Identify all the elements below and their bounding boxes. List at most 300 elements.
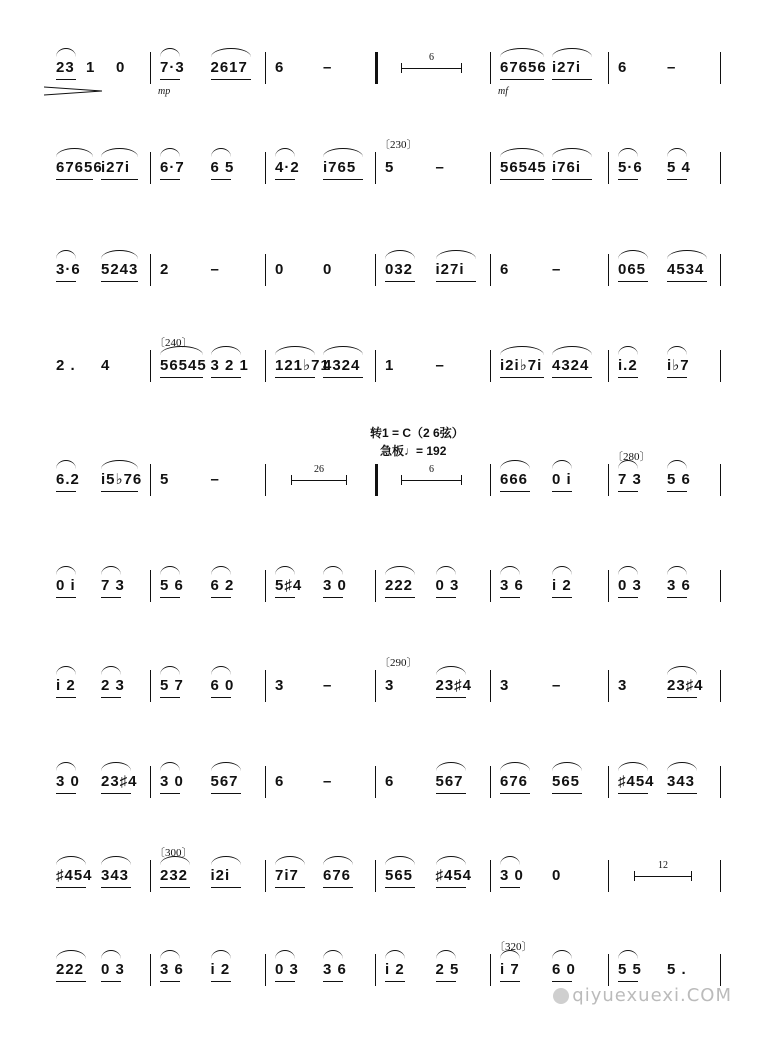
note-group: 5 5 — [618, 961, 642, 978]
barline — [265, 766, 266, 798]
note-group: i765 — [323, 159, 357, 176]
beam-underline — [56, 179, 93, 180]
barline — [720, 464, 721, 496]
barline — [265, 954, 266, 986]
multi-measure-rest — [401, 464, 462, 484]
note-group: – — [667, 59, 677, 76]
note-group: 1 — [385, 357, 395, 374]
beam-underline — [160, 887, 190, 888]
barline — [265, 670, 266, 702]
note-group: 065 — [618, 261, 647, 278]
note-group: 676 — [500, 773, 529, 790]
beam-underline — [618, 281, 648, 282]
barline — [720, 254, 721, 286]
rest-end — [634, 871, 635, 881]
beam-underline — [500, 597, 520, 598]
note-group: 0 3 — [618, 577, 642, 594]
note-group: i 2 — [56, 677, 76, 694]
note-group: 56545 — [160, 357, 207, 374]
rest-line — [634, 876, 692, 877]
note-group: 567 — [210, 773, 239, 790]
note-group: 666 — [500, 471, 529, 488]
note-group: 3 0 — [56, 773, 80, 790]
note-group: – — [323, 773, 333, 790]
beam-underline — [618, 981, 638, 982]
barline — [265, 52, 266, 84]
slur — [160, 48, 180, 57]
note-group: 23♯4 — [101, 773, 138, 790]
note-group: 3 — [275, 677, 285, 694]
rest-end — [291, 475, 292, 485]
beam-underline — [56, 793, 76, 794]
barline — [608, 670, 609, 702]
note-group: 3 — [385, 677, 395, 694]
note-group: 0 3 — [435, 577, 460, 594]
note-group: 0 — [323, 261, 333, 278]
barline — [490, 350, 491, 382]
rest-end — [401, 63, 402, 73]
beam-underline — [101, 981, 121, 982]
barline — [150, 860, 151, 892]
beam-underline — [160, 597, 180, 598]
barline — [150, 954, 151, 986]
slur — [211, 566, 231, 575]
beam-underline — [160, 79, 180, 80]
note-group: 4324 — [323, 357, 361, 374]
rehearsal-mark: 〔300〕 — [154, 847, 193, 859]
barline — [490, 670, 491, 702]
beam-underline — [385, 597, 415, 598]
rest-end — [401, 475, 402, 485]
slur — [436, 666, 466, 675]
barline — [608, 464, 609, 496]
note-group: ♯454 — [56, 867, 93, 884]
beam-underline — [160, 981, 180, 982]
barline — [150, 152, 151, 184]
slur — [211, 346, 241, 355]
barline — [490, 464, 491, 496]
note-group: 0 i — [552, 471, 572, 488]
rest-count: 12 — [658, 860, 668, 871]
rest-count: 6 — [429, 52, 434, 63]
note-group: 0 — [116, 59, 126, 76]
note-group: 222 — [385, 577, 414, 594]
system-2 — [0, 139, 760, 262]
note-group: i 2 — [385, 961, 405, 978]
barline — [375, 350, 376, 382]
note-group: i27i — [101, 159, 131, 176]
beam-underline — [211, 697, 231, 698]
beam-underline — [211, 179, 231, 180]
watermark — [553, 985, 732, 1006]
barline — [720, 52, 721, 84]
barline — [608, 860, 609, 892]
note-group: 5 — [160, 471, 170, 488]
beam-underline — [275, 887, 305, 888]
note-group: 343 — [101, 867, 130, 884]
note-group: 0 — [275, 261, 285, 278]
rest-end — [461, 63, 462, 73]
beam-underline — [275, 377, 315, 378]
note-group: 6 0 — [210, 677, 235, 694]
note-group: 4·2 — [275, 159, 300, 176]
rest-line — [401, 480, 462, 481]
multi-measure-rest — [291, 464, 347, 484]
barline — [490, 254, 491, 286]
note-group: 67656 — [56, 159, 103, 176]
note-group: i2i — [210, 867, 231, 884]
note-group: 5♯4 — [275, 577, 303, 594]
beam-underline — [436, 981, 456, 982]
beam-underline — [160, 179, 180, 180]
note-group: 565 — [552, 773, 581, 790]
slur — [500, 460, 530, 469]
barline — [265, 152, 266, 184]
note-group: 5 . — [667, 961, 687, 978]
beam-underline — [101, 491, 138, 492]
note-group: – — [210, 471, 220, 488]
note-group: 7 3 — [101, 577, 125, 594]
decrescendo-hairpin — [44, 86, 104, 96]
beam-underline — [385, 281, 415, 282]
note-group: i5♭76 — [101, 471, 143, 488]
note-group: – — [552, 677, 562, 694]
beam-underline — [667, 377, 687, 378]
barline — [375, 152, 376, 184]
beam-underline — [618, 793, 648, 794]
beam-underline — [500, 887, 520, 888]
note-group: 2 5 — [435, 961, 460, 978]
note-group: 23 — [56, 59, 75, 76]
beam-underline — [275, 179, 295, 180]
note-group: i 2 — [552, 577, 572, 594]
note-group: 3 0 — [500, 867, 524, 884]
beam-underline — [385, 887, 415, 888]
note-group: 3 0 — [323, 577, 347, 594]
slur — [211, 762, 241, 771]
beam-underline — [667, 281, 707, 282]
rehearsal-mark: 〔320〕 — [494, 941, 533, 953]
barline — [150, 464, 151, 496]
note-group: 676 — [323, 867, 352, 884]
barline — [720, 860, 721, 892]
barline — [265, 860, 266, 892]
slur — [500, 48, 544, 57]
barline — [265, 350, 266, 382]
beam-underline — [211, 981, 231, 982]
beam-underline — [552, 597, 572, 598]
slur — [211, 48, 251, 57]
barline — [490, 570, 491, 602]
beam-underline — [552, 79, 592, 80]
note-group: 3·6 — [56, 261, 81, 278]
barline — [265, 570, 266, 602]
note-group: i.2 — [618, 357, 638, 374]
note-group: 1 — [86, 59, 96, 76]
barline — [150, 254, 151, 286]
beam-underline — [56, 887, 86, 888]
note-group: i 7 — [500, 961, 520, 978]
beam-underline — [552, 491, 572, 492]
slur — [436, 856, 466, 865]
beam-underline — [56, 79, 76, 80]
note-group: i76i — [552, 159, 582, 176]
slur — [552, 48, 592, 57]
note-group: 23♯4 — [667, 677, 704, 694]
barline — [150, 52, 151, 84]
beam-underline — [552, 981, 572, 982]
slur — [552, 460, 572, 469]
beam-underline — [160, 793, 180, 794]
beam-underline — [667, 597, 687, 598]
note-group: 5 4 — [667, 159, 691, 176]
rest-line — [291, 480, 347, 481]
barline — [720, 152, 721, 184]
note-group: i27i — [552, 59, 582, 76]
note-group: 5 6 — [160, 577, 184, 594]
beam-underline — [618, 377, 638, 378]
note-group: i♭7 — [667, 357, 690, 374]
note-group: 0 3 — [275, 961, 299, 978]
tempo-text: 急板♩= 192 — [380, 444, 447, 458]
beam-underline — [56, 491, 76, 492]
beam-underline — [56, 281, 76, 282]
beam-underline — [101, 281, 138, 282]
note-group: 6 — [618, 59, 628, 76]
barline — [608, 350, 609, 382]
rest-count: 6 — [429, 464, 434, 475]
beam-underline — [101, 887, 131, 888]
barline — [375, 954, 376, 986]
barline — [375, 52, 378, 84]
beam-underline — [436, 887, 466, 888]
barline — [608, 52, 609, 84]
barline — [490, 860, 491, 892]
barline — [608, 254, 609, 286]
note-group: 5243 — [101, 261, 139, 278]
barline — [150, 670, 151, 702]
barline — [265, 464, 266, 496]
beam-underline — [275, 981, 295, 982]
note-group: 6·7 — [160, 159, 185, 176]
slur — [211, 666, 231, 675]
note-group: 5·6 — [618, 159, 643, 176]
note-group: 23♯4 — [435, 677, 473, 694]
note-group: 6 — [275, 773, 285, 790]
beam-underline — [436, 697, 466, 698]
note-group: 3 0 — [160, 773, 184, 790]
note-group: 2 — [160, 261, 170, 278]
system-3 — [0, 254, 760, 364]
slur — [101, 460, 138, 469]
note-group: 5 6 — [667, 471, 691, 488]
barline — [490, 766, 491, 798]
barline — [375, 254, 376, 286]
note-group: i 2 — [210, 961, 231, 978]
note-group: 2617 — [210, 59, 248, 76]
note-group: 7i7 — [275, 867, 299, 884]
rehearsal-mark: 〔240〕 — [154, 337, 193, 349]
note-group: 121♭71 — [275, 357, 330, 374]
note-group: 3 — [618, 677, 628, 694]
slur — [56, 460, 76, 469]
beam-underline — [500, 179, 544, 180]
note-group: 3 6 — [667, 577, 691, 594]
beam-underline — [323, 179, 363, 180]
rehearsal-mark: 〔290〕 — [379, 657, 418, 669]
slur — [436, 762, 466, 771]
note-group: 56545 — [500, 159, 547, 176]
beam-underline — [385, 981, 405, 982]
beam-underline — [500, 79, 544, 80]
beam-underline — [101, 597, 121, 598]
beam-underline — [500, 377, 544, 378]
note-group: 0 — [552, 867, 562, 884]
beam-underline — [323, 377, 363, 378]
note-group: 7·3 — [160, 59, 185, 76]
watermark-text: qiyuexuexi.COM — [572, 985, 732, 1006]
barline — [150, 570, 151, 602]
dynamic-marking: mf — [498, 86, 508, 97]
barline — [150, 766, 151, 798]
note-group: 6 2 — [210, 577, 235, 594]
note-group: 222 — [56, 961, 85, 978]
slur — [211, 950, 231, 959]
note-group: 6 — [500, 261, 510, 278]
barline — [375, 570, 376, 602]
slur — [667, 460, 687, 469]
beam-underline — [211, 887, 241, 888]
note-group: – — [435, 159, 445, 176]
rest-line — [401, 68, 462, 69]
note-group: 5 7 — [160, 677, 184, 694]
rest-end — [461, 475, 462, 485]
note-group: 0 i — [56, 577, 76, 594]
beam-underline — [323, 887, 353, 888]
barline — [490, 152, 491, 184]
note-group: ♯454 — [435, 867, 473, 884]
note-group: 6.2 — [56, 471, 80, 488]
note-group: 5 — [385, 159, 395, 176]
note-group: 567 — [435, 773, 464, 790]
note-group: – — [210, 261, 220, 278]
multi-measure-rest — [401, 52, 462, 72]
beam-underline — [552, 377, 592, 378]
note-group: 032 — [385, 261, 414, 278]
beam-underline — [101, 697, 121, 698]
multi-measure-rest — [634, 860, 692, 880]
beam-underline — [101, 179, 138, 180]
beam-underline — [500, 793, 530, 794]
beam-underline — [323, 981, 343, 982]
note-group: 7 3 — [618, 471, 642, 488]
rest-count: 26 — [314, 464, 324, 475]
note-group: 3 6 — [160, 961, 184, 978]
barline — [375, 464, 378, 496]
note-group: 0 3 — [101, 961, 125, 978]
beam-underline — [618, 491, 638, 492]
note-group: i27i — [435, 261, 465, 278]
beam-underline — [552, 179, 592, 180]
beam-underline — [618, 179, 638, 180]
beam-underline — [552, 793, 582, 794]
note-group: – — [552, 261, 562, 278]
note-group: 3 — [500, 677, 510, 694]
barline — [720, 350, 721, 382]
beam-underline — [436, 793, 466, 794]
barline — [150, 350, 151, 382]
beam-underline — [56, 981, 86, 982]
beam-underline — [667, 697, 697, 698]
beam-underline — [436, 281, 476, 282]
note-group: 2 . — [56, 357, 76, 374]
barline — [720, 766, 721, 798]
beam-underline — [436, 597, 456, 598]
barline — [608, 570, 609, 602]
slur — [436, 950, 456, 959]
note-group: 4 — [101, 357, 111, 374]
note-group: – — [435, 357, 445, 374]
beam-underline — [667, 793, 697, 794]
key-change-text: 转1 = C（2 6弦） — [370, 426, 464, 440]
beam-underline — [56, 597, 76, 598]
system-10 — [0, 941, 760, 1064]
note-group: 343 — [667, 773, 696, 790]
slur — [211, 148, 231, 157]
beam-underline — [211, 793, 241, 794]
rest-end — [346, 475, 347, 485]
beam-underline — [500, 491, 530, 492]
beam-underline — [275, 597, 295, 598]
beam-underline — [211, 377, 241, 378]
note-group: 6 5 — [210, 159, 235, 176]
watermark-logo-icon — [553, 988, 569, 1004]
barline — [375, 670, 376, 702]
beam-underline — [56, 697, 76, 698]
barline — [720, 670, 721, 702]
note-group: 232 — [160, 867, 189, 884]
beam-underline — [160, 377, 203, 378]
note-group: i2i♭7i — [500, 357, 543, 374]
barline — [608, 954, 609, 986]
barline — [608, 766, 609, 798]
note-group: 2 3 — [101, 677, 125, 694]
beam-underline — [500, 981, 520, 982]
beam-underline — [101, 793, 131, 794]
note-group: – — [323, 59, 333, 76]
note-group: 4534 — [667, 261, 705, 278]
note-group: 3 6 — [500, 577, 524, 594]
rehearsal-mark: 〔280〕 — [612, 451, 651, 463]
beam-underline — [160, 697, 180, 698]
note-group: – — [323, 677, 333, 694]
barline — [490, 954, 491, 986]
rest-end — [691, 871, 692, 881]
slur — [56, 48, 76, 57]
beam-underline — [323, 597, 343, 598]
beam-underline — [211, 597, 231, 598]
barline — [265, 254, 266, 286]
dynamic-marking: mp — [158, 86, 171, 97]
barline — [375, 766, 376, 798]
slur — [211, 856, 241, 865]
note-group: ♯454 — [618, 773, 655, 790]
note-group: 6 — [385, 773, 395, 790]
barline — [375, 860, 376, 892]
barline — [720, 954, 721, 986]
barline — [608, 152, 609, 184]
barline — [490, 52, 491, 84]
